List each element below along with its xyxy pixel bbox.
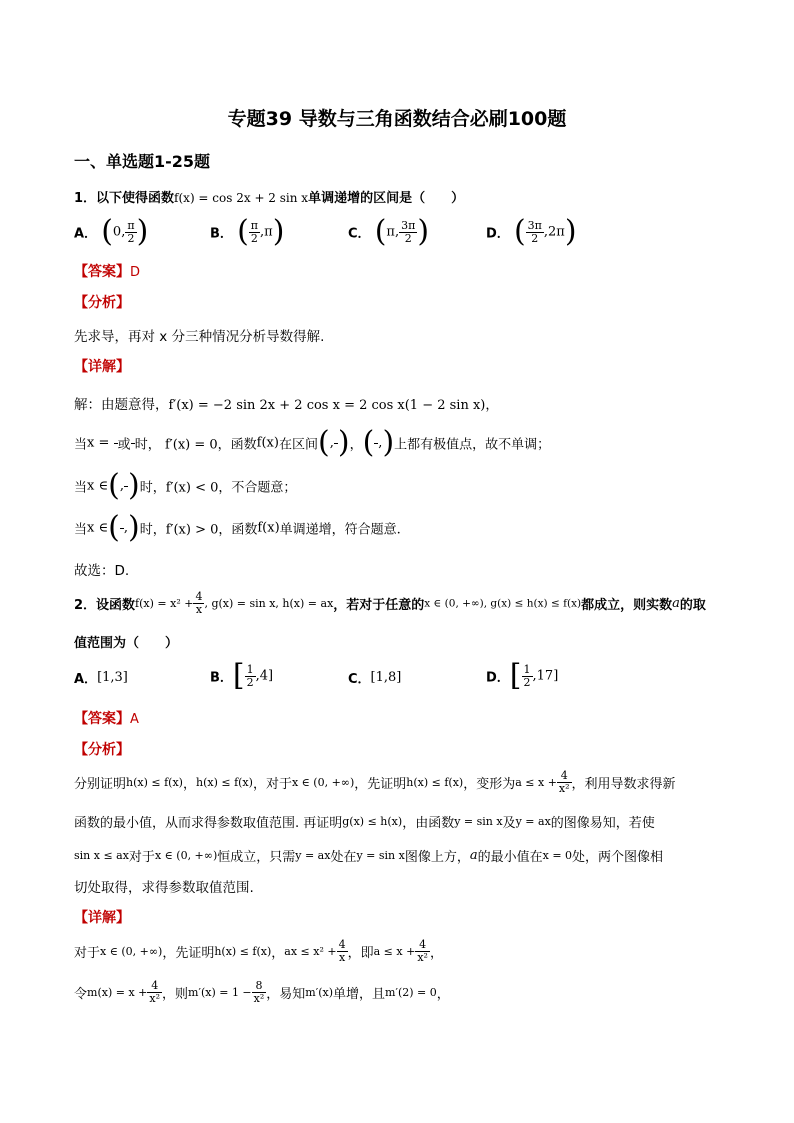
- q2-analysis-line-1: 分别证明h(x) ≤ f(x)，h(x) ≤ f(x)，对于x ∈ (0, +∞)，先证明h(x) ≤ f(x)，变形为a ≤ x + $\frac{4}{\text{x²}}$ ，利用导数求得新: [74, 769, 676, 795]
- answer-value: D: [130, 265, 141, 280]
- paren-left: (: [374, 214, 387, 249]
- q1-detail-choice: 故选：D.: [74, 563, 130, 579]
- q1-option-d: D． ( $\frac{3\pi}{2}$ ,2π): [486, 214, 577, 249]
- q1-stem-prefix: 1．以下使得函数: [74, 191, 175, 206]
- value: π: [386, 224, 395, 240]
- q2-answer: 【答案】A: [74, 711, 139, 727]
- paren-right: ): [136, 214, 149, 249]
- q2-analysis-line-4: 切处取得，求得参数取值范围.: [74, 880, 254, 896]
- answer-label: 【答案】: [74, 264, 130, 280]
- q2-detail-label: 【详解】: [74, 910, 130, 926]
- paren-left: (: [237, 214, 249, 249]
- q1-detail-label: 【详解】: [74, 359, 130, 375]
- q2-option-b: B．[ $\frac{1}{2}$ ,4]: [210, 658, 274, 693]
- q1-option-b-key: B．: [210, 226, 233, 242]
- paren-right: ): [564, 214, 577, 249]
- q1-analysis-label: 【分析】: [74, 295, 130, 311]
- fraction: $\frac{3\pi}{2}$: [401, 218, 416, 245]
- q1-detail-line-3: 当x ∈(, )时，f′(x) < 0，不合题意；: [74, 468, 297, 503]
- paren-right: ): [417, 214, 430, 249]
- q2-analysis-label: 【分析】: [74, 742, 130, 758]
- value: π: [264, 224, 273, 240]
- section-heading: 一、单选题1-25题: [74, 152, 211, 171]
- q2-analysis-line-2: 函数的最小值，从而求得参数取值范围. 再证明g(x) ≤ h(x)，由函数y = sin x及y = ax的图像易知，若使: [74, 815, 655, 831]
- q2-option-a: A．[1,3]: [74, 670, 128, 687]
- q1-stem-func: f(x) = cos 2x + 2 sin x: [174, 191, 309, 205]
- q1-detail-line-1: 解：由题意得，f′(x) = −2 sin 2x + 2 cos x = 2 cos x(1 − 2 sin x)，: [74, 397, 499, 413]
- q2-option-d: D．[ $\frac{1}{2}$ ,17]: [486, 658, 559, 693]
- fraction: $\frac{\pi}{2}$: [127, 218, 135, 245]
- paren-right: ): [272, 214, 285, 249]
- q1-detail-line-4: 当x ∈( ,)时，f′(x) > 0，函数f(x)单调递增，符合题意.: [74, 510, 401, 545]
- fraction: $\frac{3\pi}{2}$: [527, 218, 542, 245]
- question-2-stem: 2．设函数f(x) = x² + $\frac{4}{x}$ , g(x) = sin x, h(x) = ax，若对于任意的x ∈ (0, +∞), g(x) ≤ h(x) ≤ f(x)都成立，则实数a的取: [74, 590, 706, 616]
- q1-option-b: B． ( $\frac{\pi}{2}$ ,π): [210, 214, 285, 249]
- q1-answer: [74, 261, 140, 281]
- q1-option-a-key: A．: [74, 226, 98, 242]
- q2-analysis-line-3: sin x ≤ ax对于x ∈ (0, +∞)恒成立，只需y = ax处在y = sin x图像上方，a的最小值在x = 0处，两个图像相: [74, 848, 664, 865]
- q1-detail-line-2: 当x = 或 时， f′(x) = 0，函数f(x)在区间(, )，( ,)上都有极值点，故不单调；: [74, 425, 551, 460]
- value: 2π: [548, 224, 565, 240]
- q1-analysis-text: 先求导，再对 x 分三种情况分析导数得解.: [74, 329, 325, 345]
- value: 0: [112, 224, 122, 240]
- paren-left: (: [513, 214, 526, 249]
- paren-left: (: [101, 214, 113, 249]
- question-1-stem: [74, 187, 464, 206]
- q1-option-d-key: D．: [486, 226, 510, 242]
- q2-detail-line-1: 对于x ∈ (0, +∞)，先证明h(x) ≤ f(x)，ax ≤ x² + $\frac{4}{x}$ ，即a ≤ x + $\frac{4}{\text{x²}}$ ，: [74, 938, 443, 964]
- q2-detail-line-2: 令m(x) = x + $\frac{4}{\text{x²}}$ ，则m′(x) = 1 − $\frac{8}{\text{x²}}$ ，易知m′(x)单增，且m′(2) = 0，: [74, 979, 450, 1005]
- question-2-stem-line-2: 值范围为（ ）: [74, 636, 179, 651]
- q1-option-c: C． (π, $\frac{3\pi}{2}$ ): [348, 214, 430, 249]
- q1-option-c-key: C．: [348, 226, 371, 242]
- q2-option-c: C．[1,8]: [348, 670, 402, 687]
- q1-stem-suffix: 单调递增的区间是（ ）: [308, 191, 465, 206]
- fraction: $\frac{\pi}{2}$: [250, 218, 259, 245]
- q1-option-a: A． (0, $\frac{\pi}{2}$ ): [74, 214, 149, 249]
- page-title: 专题39 导数与三角函数结合必刷100题: [227, 108, 567, 130]
